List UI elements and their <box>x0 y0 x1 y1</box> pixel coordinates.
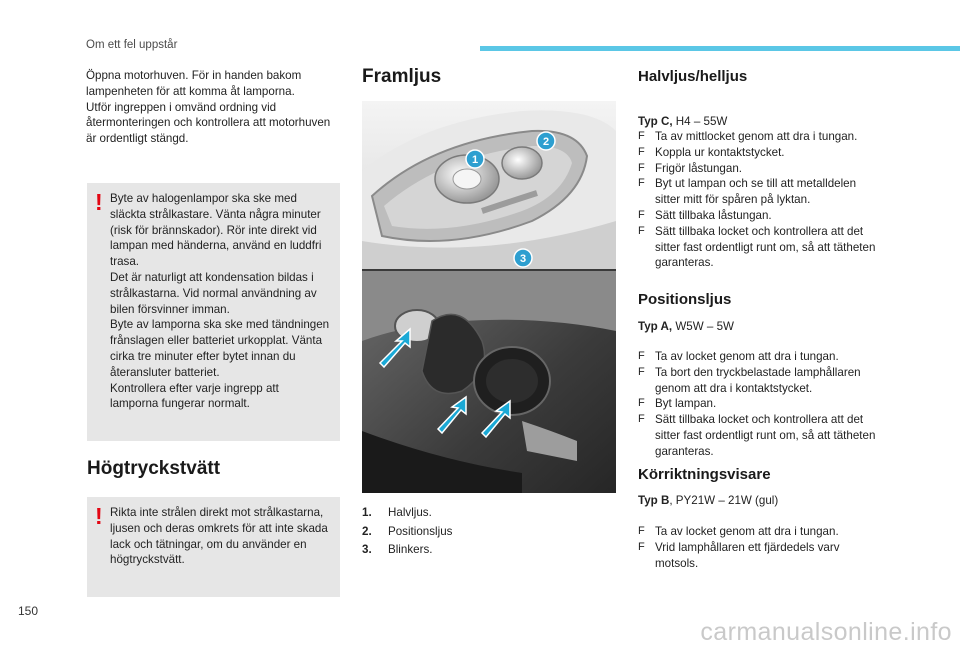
warning-line: återansluter batteriet. <box>110 365 220 379</box>
warning-line: frånslagen eller batteriet urkopplat. Vänta <box>110 334 323 348</box>
step-item: F Ta av locket genom att dra i tungan. <box>638 350 839 363</box>
section-title-halvljus: Halvljus/helljus <box>638 68 748 85</box>
intro-line: lampenheten för att komma åt lamporna. <box>86 84 295 98</box>
running-header: Om ett fel uppstår <box>86 39 178 51</box>
step-item: F Vrid lamphållaren ett fjärdedels varv motsols. <box>638 540 840 570</box>
warning-line: strålkastarna. Vid normal användning av <box>110 286 317 300</box>
step-item: F Sätt tillbaka locket och kontrollera att det sitter fast ordentligt runt om, så att tätheten garanteras. <box>638 413 876 458</box>
intro-line: Öppna motorhuven. För in handen bakom <box>86 69 302 82</box>
watermark: carmanualsonline.info <box>700 618 952 646</box>
header-accent-bar <box>480 46 960 51</box>
callout-legend <box>362 504 452 560</box>
warning-line: lamporna fungerar normalt. <box>110 397 250 411</box>
legend-number: 3. <box>362 543 372 556</box>
bulb-type-value: W5W – 5W <box>672 320 734 333</box>
warning-line: Byte av lamporna ska ske med tändningen <box>110 318 330 332</box>
warning-line: Rikta inte strålen direkt mot strålkastarna, <box>110 506 324 519</box>
step-item: F Byt ut lampan och se till att metalldelen sitter mitt för spåren på lyktan. <box>638 177 857 207</box>
legend-label: Halvljus. <box>388 506 432 519</box>
warning-line: släckta strålkastare. Vänta några minuter <box>110 207 321 221</box>
intro-line: återmonteringen och kontrollera att motorhuven <box>86 116 331 130</box>
warning-icon: ! <box>95 503 103 529</box>
step-item: F Sätt tillbaka låstungan. <box>638 208 772 222</box>
bullet-icon: F <box>638 397 645 410</box>
legend-item <box>362 523 452 542</box>
step-item: F Sätt tillbaka locket och kontrollera att det sitter fast ordentligt runt om, så att tätheten garanteras. <box>638 224 876 270</box>
bulb-type-label: Typ B <box>638 494 670 507</box>
step-item: F Ta av locket genom att dra i tungan. <box>638 525 839 538</box>
warning-line: trasa. <box>110 255 139 269</box>
legend-label: Positionsljus <box>388 524 453 538</box>
steps-korriktningsvisare <box>638 524 900 571</box>
bullet-icon: F <box>638 177 645 190</box>
bulb-type <box>638 319 734 335</box>
step-item: F Ta bort den tryckbelastade lamphållaren genom att dra i kontaktstycket. <box>638 365 861 395</box>
step-item: F Frigör låstungan. <box>638 161 742 175</box>
bullet-icon: F <box>638 525 645 537</box>
bullet-icon: F <box>638 224 645 237</box>
bullet-icon: F <box>638 540 645 553</box>
bullet-icon: F <box>638 145 645 158</box>
intro-line: är ordentligt stängd. <box>86 132 189 146</box>
bullet-icon: F <box>638 161 645 174</box>
warning-line: lack och tätningar, om du använder en <box>110 537 307 551</box>
warning-line: lampan med händerna, använd en luddfri <box>110 239 322 253</box>
intro-paragraph <box>86 68 344 147</box>
callout-number: 1 <box>471 154 479 166</box>
bullet-icon: F <box>638 413 645 426</box>
warning-line: Det är naturligt att kondensation bildas i <box>110 270 314 284</box>
warning-box-halogen <box>87 183 340 441</box>
bulb-type <box>638 493 778 509</box>
legend-label: Blinkers. <box>388 543 433 556</box>
legend-item <box>362 504 452 523</box>
bulb-type-label: Typ C, <box>638 115 673 128</box>
warning-line: (risk för brännskador). Rör inte direkt vid <box>110 223 317 237</box>
warning-line: cirka tre minuter efter bytet innan du <box>110 349 296 363</box>
section-title-hogtryckstvatt: Högtryckstvätt <box>87 458 221 479</box>
step-item: F Koppla ur kontaktstycket. <box>638 145 785 159</box>
bulb-type <box>638 114 727 130</box>
steps-positionsljus <box>638 349 900 460</box>
warning-icon: ! <box>95 189 103 215</box>
step-item: F Byt lampan. <box>638 397 717 411</box>
bullet-icon: F <box>638 350 645 362</box>
headlight-illustration <box>362 101 616 493</box>
section-title-korriktningsvisare: Körriktningsvisare <box>638 466 771 483</box>
warning-line: bilen försvinner imman. <box>110 302 230 316</box>
warning-line: högtryckstvätt. <box>110 553 185 567</box>
bullet-icon: F <box>638 130 645 142</box>
step-item: F Ta av mittlocket genom att dra i tungan. <box>638 130 858 143</box>
warning-line: Kontrollera efter varje ingrepp att <box>110 381 279 395</box>
warning-box-pressure-wash <box>87 497 340 597</box>
legend-item <box>362 541 452 560</box>
intro-line: Utför ingreppen i omvänd ordning vid <box>86 100 277 114</box>
legend-number: 2. <box>362 524 372 538</box>
legend-number: 1. <box>362 506 372 519</box>
bulb-type-label: Typ A, <box>638 320 673 333</box>
warning-line: ljusen och deras omkrets för att inte skada <box>110 521 328 535</box>
bulb-type-value: H4 – 55W <box>672 115 728 128</box>
section-title-positionsljus: Positionsljus <box>638 291 732 308</box>
section-title-framljus: Framljus <box>362 66 442 87</box>
steps-halvljus <box>638 129 900 271</box>
bullet-icon: F <box>638 208 645 221</box>
callout-number: 3 <box>519 253 527 265</box>
warning-line: Byte av halogenlampor ska ske med <box>110 192 297 205</box>
bulb-type-value: , PY21W – 21W (gul) <box>669 494 779 507</box>
bullet-icon: F <box>638 365 645 378</box>
page-number: 150 <box>18 604 39 618</box>
callout-number: 2 <box>542 136 550 148</box>
